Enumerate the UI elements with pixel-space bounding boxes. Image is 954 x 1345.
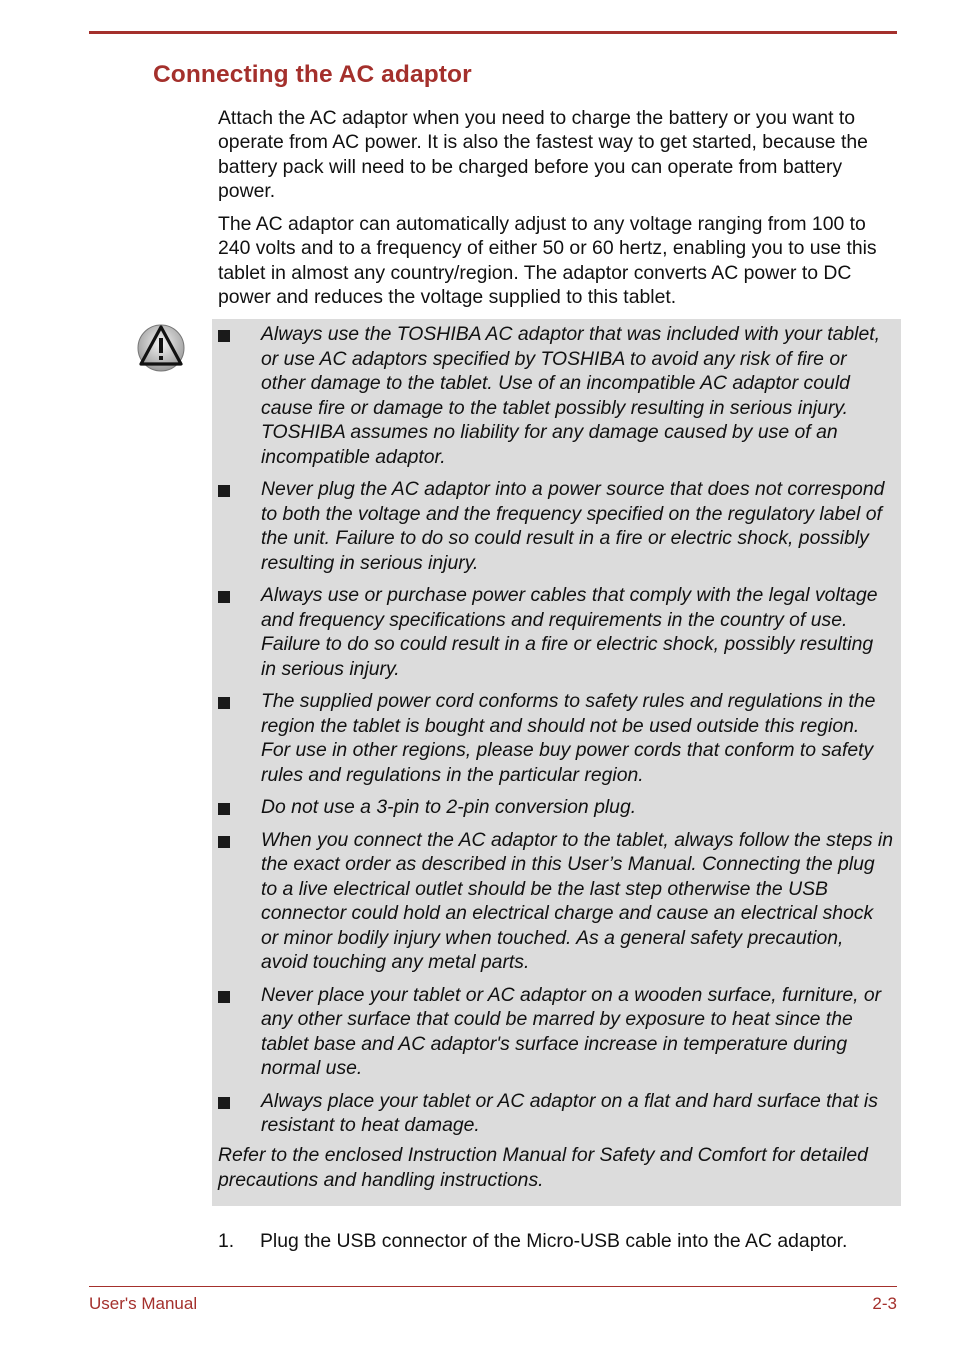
footer-rule [89, 1286, 897, 1287]
square-bullet-icon [218, 836, 230, 848]
warning-item: Never place your tablet or AC adaptor on a wooden surface, furniture, or any other surface that could be marred by exposure to heat since the tablet base and AC adaptor's surface increase in temperature during normal use. [212, 983, 901, 1081]
warning-callout [212, 319, 901, 1206]
square-bullet-icon [218, 991, 230, 1003]
step-text: Plug the USB connector of the Micro-USB cable into the AC adaptor. [260, 1230, 848, 1252]
square-bullet-icon [218, 697, 230, 709]
warning-item: Always use the TOSHIBA AC adaptor that was included with your tablet, or use AC adaptors specified by TOSHIBA to avoid any risk of fire or other damage to the tablet. Use of an incompatible AC adaptor could cause fire or damage to the tablet possibly resulting in serious injury. TOSHIBA assumes no liability for any damage caused by use of an incompatible adaptor. [212, 322, 901, 469]
square-bullet-icon [218, 485, 230, 497]
warning-item: When you connect the AC adaptor to the tablet, always follow the steps in the exact order as described in this User’s Manual. Connecting the plug to a live electrical outlet should be the last step otherwise the USB connector could hold an electrical charge and cause an electrical shock or minor bodily injury when touched. As a general safety precaution, avoid touching any metal parts. [212, 828, 901, 975]
footer-page-number: 2-3 [872, 1294, 897, 1313]
warning-list [212, 322, 901, 1146]
footer-manual-title: User's Manual [89, 1294, 198, 1313]
square-bullet-icon [218, 591, 230, 603]
warning-item: Do not use a 3-pin to 2-pin conversion plug. [212, 795, 901, 820]
voltage-paragraph: The AC adaptor can automatically adjust to any voltage ranging from 100 to 240 volts and to a frequency of either 50 or 60 hertz, enabling you to use this tablet in almost any country/region. The adaptor converts AC power to DC power and reduces the voltage supplied to this tablet. [218, 213, 877, 309]
warning-item: Never plug the AC adaptor into a power source that does not correspond to both the voltage and the frequency specified on the regulatory label of the unit. Failure to do so could result in a fire or electric shock, possibly resulting in serious injury. [212, 477, 901, 575]
warning-item: Always place your tablet or AC adaptor on a flat and hard surface that is resistant to heat damage. [212, 1089, 901, 1138]
square-bullet-icon [218, 330, 230, 342]
warning-triangle-icon [136, 321, 186, 373]
step-number: 1. [218, 1230, 235, 1252]
square-bullet-icon [218, 1097, 230, 1109]
square-bullet-icon [218, 803, 230, 815]
top-rule [89, 31, 897, 34]
callout-note: Refer to the enclosed Instruction Manual for Safety and Comfort for detailed precautions and handling instructions. [218, 1144, 868, 1191]
intro-paragraph: Attach the AC adaptor when you need to charge the battery or you want to operate from AC power. It is also the fastest way to get started, because the battery pack will need to be charged before you can operate from battery power. [218, 107, 868, 203]
section-heading: Connecting the AC adaptor [153, 61, 472, 88]
warning-item: Always use or purchase power cables that comply with the legal voltage and frequency specifications and requirements in the country of use. Failure to do so could result in a fire or electric shock, possibly resulting in serious injury. [212, 583, 901, 681]
warning-item: The supplied power cord conforms to safety rules and regulations in the region the tablet is bought and should not be used outside this region. For use in other regions, please buy power cords that conform to safety rules and regulations in the particular region. [212, 689, 901, 787]
